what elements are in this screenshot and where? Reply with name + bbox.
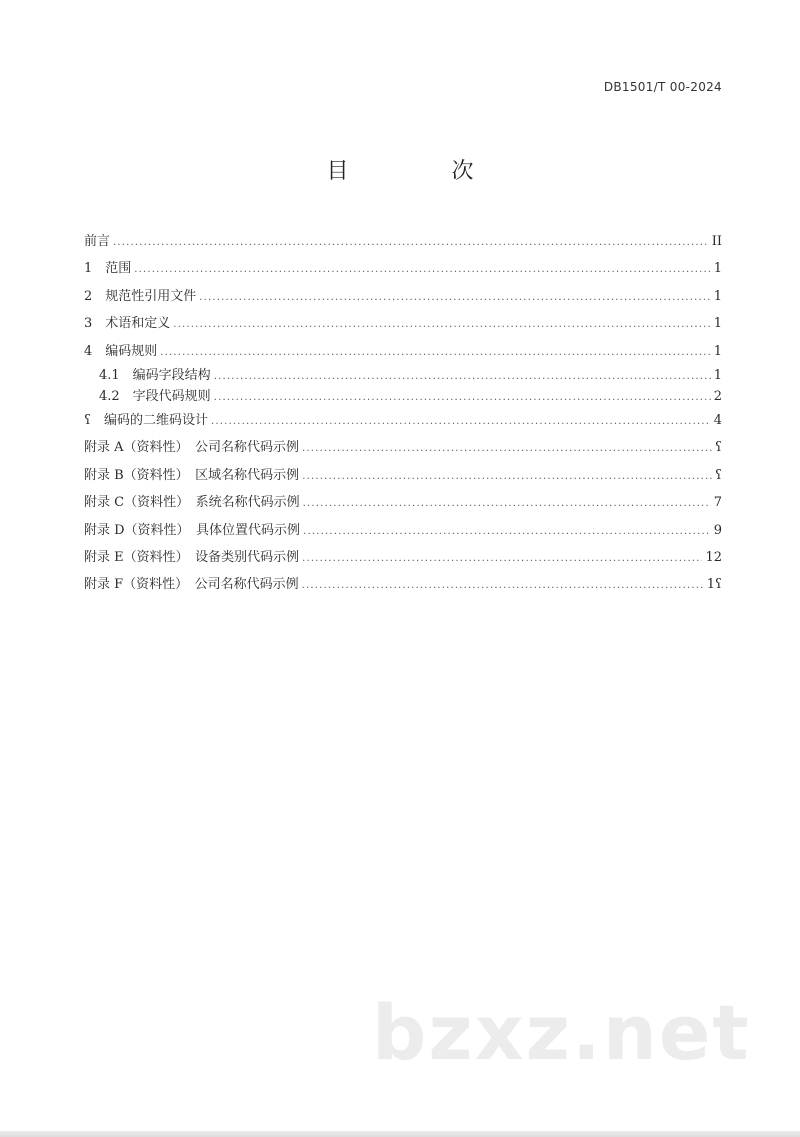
toc-leader-dots — [214, 387, 711, 408]
toc-leader-dots — [199, 284, 710, 311]
toc-leader-dots — [302, 545, 702, 572]
toc-leader-dots — [302, 463, 712, 490]
toc-entry-label: 附录 E（资料性） 设备类别代码示例 — [84, 549, 300, 565]
toc-entry-page: 9 — [713, 522, 722, 538]
toc-leader-dots — [302, 435, 712, 462]
toc-entry-normative-references[interactable] — [84, 283, 722, 310]
toc-leader-dots — [160, 339, 710, 366]
toc-entry-page: 1 — [713, 261, 722, 277]
toc-entry-label: 4.1 编码字段结构 — [99, 367, 211, 383]
toc-entry-page: 1 — [713, 343, 722, 359]
document-code: DB1501/T 00-2024 — [603, 80, 722, 94]
toc-leader-dots — [302, 572, 704, 599]
toc-entry-appendix-a[interactable] — [84, 434, 722, 461]
table-of-contents — [84, 228, 722, 599]
toc-entry-label: 4.2 字段代码规则 — [99, 388, 211, 404]
toc-entry-foreword[interactable] — [84, 228, 722, 255]
toc-entry-page: II — [711, 234, 722, 249]
toc-entry-appendix-d[interactable] — [84, 517, 722, 544]
toc-entry-qr-design[interactable] — [84, 407, 722, 434]
toc-leader-dots — [303, 490, 711, 517]
toc-entry-label: 附录 F（资料性） 公司名称代码示例 — [84, 577, 299, 593]
toc-entry-page: ʕ — [715, 467, 722, 483]
toc-entry-label: ʕ 编码的二维码设计 — [84, 412, 208, 428]
toc-title: 目 次 — [326, 159, 522, 184]
toc-leader-dots — [173, 311, 710, 338]
toc-entry-page: ʕ — [715, 440, 722, 456]
toc-entry-label: 附录 B（资料性） 区域名称代码示例 — [84, 467, 300, 483]
toc-entry-label: 附录 C（资料性） 系统名称代码示例 — [84, 495, 300, 511]
site-watermark: bzxz.net — [372, 988, 751, 1077]
toc-entry-label: 1 范围 — [84, 261, 132, 277]
toc-leader-dots — [214, 366, 711, 387]
toc-entry-label: 2 规范性引用文件 — [84, 288, 197, 304]
toc-entry-field-structure[interactable] — [84, 365, 722, 386]
toc-entry-scope[interactable] — [84, 255, 722, 282]
page-bottom-edge — [0, 1131, 800, 1137]
toc-entry-appendix-b[interactable] — [84, 462, 722, 489]
toc-entry-appendix-c[interactable] — [84, 489, 722, 516]
toc-entry-page: 7 — [713, 495, 722, 511]
toc-leader-dots — [134, 256, 710, 283]
toc-entry-page: 1 — [713, 367, 722, 383]
toc-entry-label: 附录 A（资料性） 公司名称代码示例 — [84, 440, 300, 456]
toc-leader-dots — [303, 518, 711, 545]
toc-entry-field-code-rules[interactable] — [84, 386, 722, 407]
toc-entry-page: 1 — [713, 316, 722, 332]
toc-entry-label: 4 编码规则 — [84, 343, 158, 359]
toc-entry-appendix-e[interactable] — [84, 544, 722, 571]
toc-leader-dots — [211, 408, 711, 435]
toc-entry-terms[interactable] — [84, 310, 722, 337]
toc-entry-coding-rules[interactable] — [84, 338, 722, 365]
toc-entry-page: 1 — [713, 288, 722, 304]
toc-entry-appendix-f[interactable] — [84, 571, 722, 598]
toc-entry-page: 1ʕ — [706, 577, 722, 593]
toc-entry-page: 12 — [705, 549, 722, 565]
toc-entry-label: 附录 D（资料性） 具体位置代码示例 — [84, 522, 301, 538]
toc-leader-dots — [113, 229, 709, 256]
toc-entry-page: 2 — [713, 388, 722, 404]
toc-entry-page: 4 — [713, 412, 722, 428]
toc-entry-label: 3 术语和定义 — [84, 316, 171, 332]
toc-entry-label: 前言 — [84, 234, 111, 249]
